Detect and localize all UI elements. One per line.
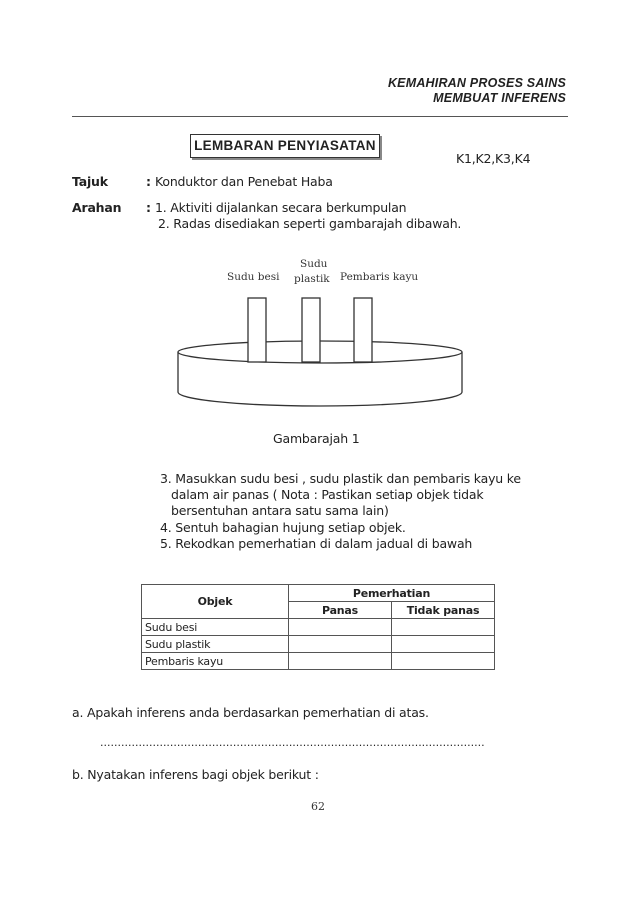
arahan-step-3-line3: bersentuhan antara satu sama lain) (171, 503, 389, 518)
sudu-plastik-object (302, 298, 320, 362)
arahan-colon: : (146, 200, 151, 215)
row-objek: Sudu plastik (142, 636, 289, 653)
arahan-step-2: 2. Radas disediakan seperti gambarajah dibawah. (158, 216, 462, 231)
cell-tidak-panas[interactable] (392, 619, 495, 636)
table-row (142, 619, 495, 636)
answer-line-a[interactable]: .............................................................................................................. (100, 736, 485, 749)
table-row (142, 636, 495, 653)
sudu-besi-object (248, 298, 266, 362)
label-sudu-plastik-line1: Sudu (300, 258, 328, 270)
cell-tidak-panas[interactable] (392, 653, 495, 670)
pembaris-kayu-object (354, 298, 372, 362)
cell-panas[interactable] (289, 619, 392, 636)
tajuk-value: Konduktor dan Penebat Haba (155, 174, 333, 189)
page-number: 62 (311, 800, 325, 813)
question-a: a. Apakah inferens anda berdasarkan pemerhatian di atas. (72, 705, 429, 720)
cell-panas[interactable] (289, 653, 392, 670)
row-objek: Sudu besi (142, 619, 289, 636)
diagram-caption: Gambarajah 1 (273, 431, 360, 446)
cell-panas[interactable] (289, 636, 392, 653)
label-sudu-besi: Sudu besi (227, 271, 280, 283)
header-divider (72, 116, 568, 117)
arahan-step-3-line2: dalam air panas ( Nota : Pastikan setiap objek tidak (171, 487, 484, 502)
skill-levels: K1,K2,K3,K4 (456, 151, 531, 166)
arahan-step-3-line1: 3. Masukkan sudu besi , sudu plastik dan pembaris kayu ke (160, 471, 521, 486)
arahan-step-1: 1. Aktiviti dijalankan secara berkumpulan (155, 200, 407, 215)
arahan-step-5: 5. Rekodkan pemerhatian di dalam jadual di bawah (160, 536, 473, 551)
question-b: b. Nyatakan inferens bagi objek berikut : (72, 767, 319, 782)
row-objek: Pembaris kayu (142, 653, 289, 670)
col-pemerhatian: Pemerhatian (289, 585, 495, 602)
col-panas: Panas (289, 602, 392, 619)
apparatus-diagram (170, 288, 470, 412)
cell-tidak-panas[interactable] (392, 636, 495, 653)
table-row (142, 653, 495, 670)
col-objek: Objek (142, 585, 289, 619)
arahan-label: Arahan (72, 200, 122, 215)
col-tidak-panas: Tidak panas (392, 602, 495, 619)
tajuk-colon: : (146, 174, 151, 189)
label-pembaris-kayu: Pembaris kayu (340, 271, 419, 283)
worksheet-title: LEMBARAN PENYIASATAN (190, 134, 380, 158)
observation-table (141, 584, 495, 670)
label-sudu-plastik-line2: plastik (294, 273, 330, 285)
header-topic: MEMBUAT INFERENS (433, 91, 566, 105)
arahan-step-4: 4. Sentuh bahagian hujung setiap objek. (160, 520, 406, 535)
tajuk-label: Tajuk (72, 174, 108, 189)
header-subject: KEMAHIRAN PROSES SAINS (387, 76, 566, 90)
